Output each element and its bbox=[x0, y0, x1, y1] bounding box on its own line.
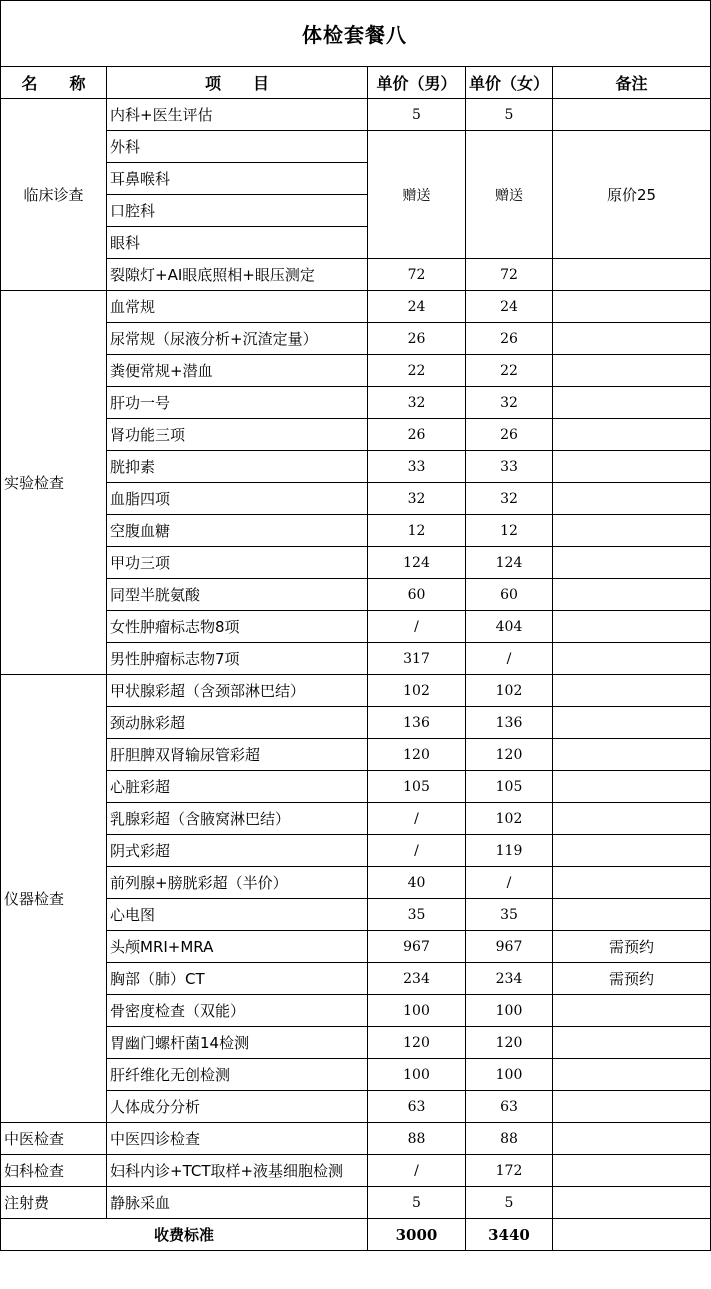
note-cell bbox=[553, 259, 711, 291]
table-row bbox=[1, 259, 711, 291]
male-price: / bbox=[368, 803, 466, 835]
table-row bbox=[1, 643, 711, 675]
table-row bbox=[1, 771, 711, 803]
table-row bbox=[1, 419, 711, 451]
item-name: 胃幽门螺杆菌14检测 bbox=[107, 1027, 368, 1059]
note-cell bbox=[553, 355, 711, 387]
female-price: 24 bbox=[466, 291, 553, 323]
male-price: 26 bbox=[368, 323, 466, 355]
item-name: 耳鼻喉科 bbox=[107, 163, 368, 195]
female-price: 60 bbox=[466, 579, 553, 611]
table-row bbox=[1, 899, 711, 931]
item-name: 眼科 bbox=[107, 227, 368, 259]
note-cell bbox=[553, 643, 711, 675]
item-name: 前列腺+膀胱彩超（半价） bbox=[107, 867, 368, 899]
item-name: 内科+医生评估 bbox=[107, 99, 368, 131]
female-price: 88 bbox=[466, 1123, 553, 1155]
table-row bbox=[1, 803, 711, 835]
female-price: 234 bbox=[466, 963, 553, 995]
female-price: 63 bbox=[466, 1091, 553, 1123]
male-price: 102 bbox=[368, 675, 466, 707]
category-injection: 注射费 bbox=[1, 1187, 107, 1219]
female-price: 105 bbox=[466, 771, 553, 803]
total-label: 收费标准 bbox=[1, 1219, 368, 1251]
female-price: 100 bbox=[466, 1059, 553, 1091]
item-name: 乳腺彩超（含腋窝淋巴结） bbox=[107, 803, 368, 835]
note-cell bbox=[553, 1027, 711, 1059]
male-price: 317 bbox=[368, 643, 466, 675]
male-price: / bbox=[368, 1155, 466, 1187]
item-name: 尿常规（尿液分析+沉渣定量） bbox=[107, 323, 368, 355]
female-price: 136 bbox=[466, 707, 553, 739]
item-name: 骨密度检查（双能） bbox=[107, 995, 368, 1027]
table-row bbox=[1, 99, 711, 131]
table-row bbox=[1, 611, 711, 643]
male-price: 100 bbox=[368, 995, 466, 1027]
male-price: 63 bbox=[368, 1091, 466, 1123]
table-row bbox=[1, 579, 711, 611]
item-name: 肝纤维化无创检测 bbox=[107, 1059, 368, 1091]
note-cell bbox=[553, 451, 711, 483]
note-cell bbox=[553, 291, 711, 323]
note-cell bbox=[553, 739, 711, 771]
item-name: 粪便常规+潜血 bbox=[107, 355, 368, 387]
male-price: 60 bbox=[368, 579, 466, 611]
female-price: 35 bbox=[466, 899, 553, 931]
female-price: 102 bbox=[466, 803, 553, 835]
table-row bbox=[1, 963, 711, 995]
male-price-merged: 赠送 bbox=[368, 131, 466, 259]
note-cell bbox=[553, 995, 711, 1027]
table-row bbox=[1, 1187, 711, 1219]
female-price: 404 bbox=[466, 611, 553, 643]
female-price: 102 bbox=[466, 675, 553, 707]
male-price: 24 bbox=[368, 291, 466, 323]
note-cell bbox=[553, 707, 711, 739]
total-female: 3440 bbox=[466, 1219, 553, 1251]
item-name: 男性肿瘤标志物7项 bbox=[107, 643, 368, 675]
category-gyn: 妇科检查 bbox=[1, 1155, 107, 1187]
table-row bbox=[1, 675, 711, 707]
table-row bbox=[1, 1027, 711, 1059]
table-row bbox=[1, 451, 711, 483]
note-cell bbox=[553, 803, 711, 835]
note-cell bbox=[553, 1091, 711, 1123]
table-row bbox=[1, 867, 711, 899]
note-merged: 原价25 bbox=[553, 131, 711, 259]
female-price: / bbox=[466, 643, 553, 675]
note-cell bbox=[553, 1187, 711, 1219]
item-name: 肝功一号 bbox=[107, 387, 368, 419]
item-name: 裂隙灯+AI眼底照相+眼压测定 bbox=[107, 259, 368, 291]
male-price: 5 bbox=[368, 1187, 466, 1219]
table-row bbox=[1, 707, 711, 739]
item-name: 外科 bbox=[107, 131, 368, 163]
female-price: 967 bbox=[466, 931, 553, 963]
male-price: 88 bbox=[368, 1123, 466, 1155]
male-price: 40 bbox=[368, 867, 466, 899]
female-price: 100 bbox=[466, 995, 553, 1027]
total-male: 3000 bbox=[368, 1219, 466, 1251]
header-row bbox=[1, 67, 711, 99]
table-row bbox=[1, 387, 711, 419]
male-price: 136 bbox=[368, 707, 466, 739]
item-name: 血脂四项 bbox=[107, 483, 368, 515]
male-price: 120 bbox=[368, 739, 466, 771]
female-price: 32 bbox=[466, 483, 553, 515]
table-row bbox=[1, 835, 711, 867]
table-row bbox=[1, 515, 711, 547]
female-price: 26 bbox=[466, 419, 553, 451]
table-row bbox=[1, 547, 711, 579]
male-price: / bbox=[368, 611, 466, 643]
note-cell: 需预约 bbox=[553, 931, 711, 963]
note-cell bbox=[553, 515, 711, 547]
note-cell bbox=[553, 899, 711, 931]
note-cell bbox=[553, 323, 711, 355]
male-price: 120 bbox=[368, 1027, 466, 1059]
note-cell bbox=[553, 483, 711, 515]
item-name: 空腹血糖 bbox=[107, 515, 368, 547]
note-cell bbox=[553, 771, 711, 803]
header-item: 项 目 bbox=[107, 67, 368, 99]
female-price-merged: 赠送 bbox=[466, 131, 553, 259]
table-row bbox=[1, 1091, 711, 1123]
item-name: 头颅MRI+MRA bbox=[107, 931, 368, 963]
item-name: 人体成分分析 bbox=[107, 1091, 368, 1123]
item-name: 肾功能三项 bbox=[107, 419, 368, 451]
package-table bbox=[0, 66, 711, 1251]
note-cell bbox=[553, 579, 711, 611]
note-cell: 需预约 bbox=[553, 963, 711, 995]
page-title: 体检套餐八 bbox=[302, 22, 407, 47]
note-cell bbox=[553, 675, 711, 707]
item-name: 胱抑素 bbox=[107, 451, 368, 483]
item-name: 颈动脉彩超 bbox=[107, 707, 368, 739]
female-price: 124 bbox=[466, 547, 553, 579]
category-lab: 实验检查 bbox=[1, 291, 107, 675]
item-name: 心脏彩超 bbox=[107, 771, 368, 803]
female-price: 172 bbox=[466, 1155, 553, 1187]
female-price: 120 bbox=[466, 1027, 553, 1059]
item-name: 中医四诊检查 bbox=[107, 1123, 368, 1155]
item-name: 血常规 bbox=[107, 291, 368, 323]
header-female-price: 单价（女） bbox=[466, 67, 553, 99]
male-price: 12 bbox=[368, 515, 466, 547]
table-row bbox=[1, 739, 711, 771]
item-name: 肝胆脾双肾输尿管彩超 bbox=[107, 739, 368, 771]
male-price: 5 bbox=[368, 99, 466, 131]
female-price: 5 bbox=[466, 1187, 553, 1219]
male-price: 124 bbox=[368, 547, 466, 579]
item-name: 胸部（肺）CT bbox=[107, 963, 368, 995]
table-row bbox=[1, 355, 711, 387]
table-row bbox=[1, 1155, 711, 1187]
category-instrument: 仪器检查 bbox=[1, 675, 107, 1123]
note-cell bbox=[553, 1059, 711, 1091]
item-name: 心电图 bbox=[107, 899, 368, 931]
note-cell bbox=[553, 387, 711, 419]
female-price: 120 bbox=[466, 739, 553, 771]
item-name: 阴式彩超 bbox=[107, 835, 368, 867]
male-price: 72 bbox=[368, 259, 466, 291]
item-name: 甲功三项 bbox=[107, 547, 368, 579]
header-male-price: 单价（男） bbox=[368, 67, 466, 99]
item-name: 甲状腺彩超（含颈部淋巴结） bbox=[107, 675, 368, 707]
note-cell bbox=[553, 1155, 711, 1187]
table-row bbox=[1, 1059, 711, 1091]
total-row bbox=[1, 1219, 711, 1251]
table-row bbox=[1, 483, 711, 515]
category-clinical: 临床诊查 bbox=[1, 99, 107, 291]
male-price: 32 bbox=[368, 387, 466, 419]
header-name: 名 称 bbox=[1, 67, 107, 99]
table-row bbox=[1, 995, 711, 1027]
male-price: 105 bbox=[368, 771, 466, 803]
table-row bbox=[1, 131, 711, 163]
female-price: 32 bbox=[466, 387, 553, 419]
note-cell bbox=[553, 1123, 711, 1155]
table-row bbox=[1, 323, 711, 355]
male-price: 967 bbox=[368, 931, 466, 963]
item-name: 女性肿瘤标志物8项 bbox=[107, 611, 368, 643]
female-price: 26 bbox=[466, 323, 553, 355]
male-price: 26 bbox=[368, 419, 466, 451]
male-price: 35 bbox=[368, 899, 466, 931]
header-note: 备注 bbox=[553, 67, 711, 99]
male-price: 100 bbox=[368, 1059, 466, 1091]
item-name: 静脉采血 bbox=[107, 1187, 368, 1219]
male-price: 234 bbox=[368, 963, 466, 995]
note-cell bbox=[553, 419, 711, 451]
female-price: 119 bbox=[466, 835, 553, 867]
male-price: / bbox=[368, 835, 466, 867]
item-name: 妇科内诊+TCT取样+液基细胞检测 bbox=[107, 1155, 368, 1187]
total-note bbox=[553, 1219, 711, 1251]
male-price: 33 bbox=[368, 451, 466, 483]
female-price: 33 bbox=[466, 451, 553, 483]
note-cell bbox=[553, 547, 711, 579]
note-cell bbox=[553, 99, 711, 131]
table-row bbox=[1, 1123, 711, 1155]
item-name: 同型半胱氨酸 bbox=[107, 579, 368, 611]
note-cell bbox=[553, 867, 711, 899]
female-price: 22 bbox=[466, 355, 553, 387]
male-price: 32 bbox=[368, 483, 466, 515]
female-price: 12 bbox=[466, 515, 553, 547]
female-price: 5 bbox=[466, 99, 553, 131]
female-price: / bbox=[466, 867, 553, 899]
note-cell bbox=[553, 835, 711, 867]
note-cell bbox=[553, 611, 711, 643]
male-price: 22 bbox=[368, 355, 466, 387]
table-row bbox=[1, 291, 711, 323]
table-row bbox=[1, 931, 711, 963]
category-tcm: 中医检查 bbox=[1, 1123, 107, 1155]
female-price: 72 bbox=[466, 259, 553, 291]
item-name: 口腔科 bbox=[107, 195, 368, 227]
